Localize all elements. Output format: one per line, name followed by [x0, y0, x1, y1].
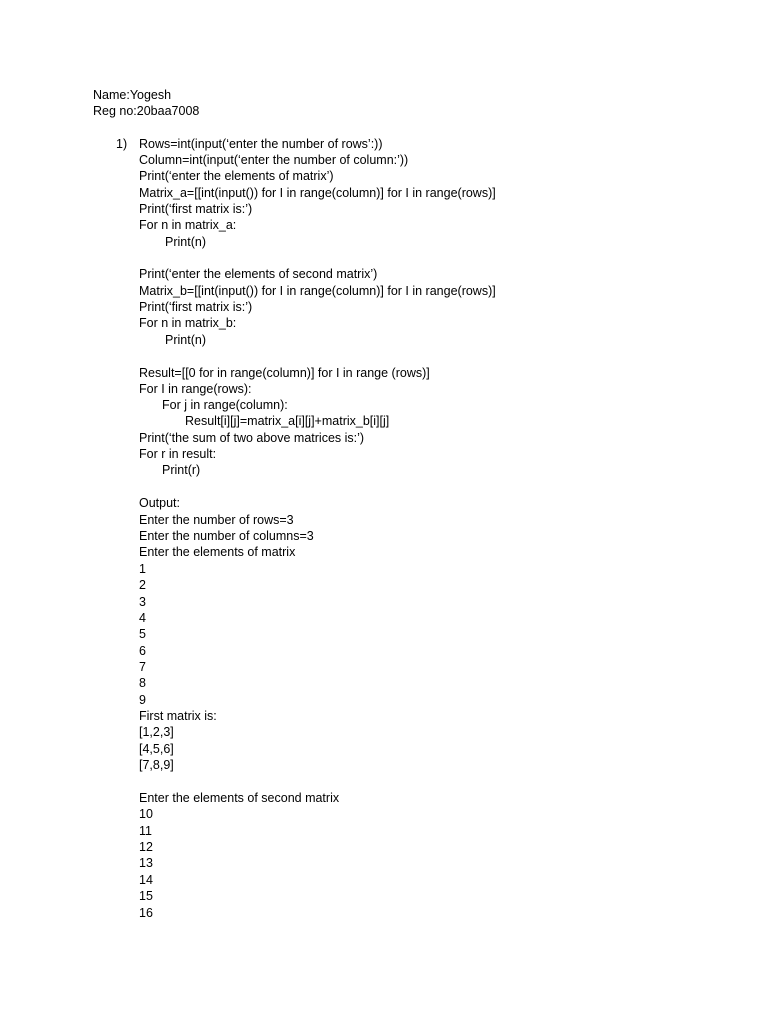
code-line: For j in range(column):	[162, 398, 288, 412]
output-line: First matrix is:	[139, 709, 217, 723]
output-line: Enter the number of columns=3	[139, 529, 314, 543]
code-line: Matrix_a=[[int(input()) for I in range(column)] for I in range(rows)]	[139, 186, 496, 200]
output-line: 8	[139, 676, 146, 690]
question-number: 1)	[116, 137, 128, 151]
output-line: 12	[139, 840, 153, 854]
code-line: Print(n)	[165, 333, 206, 347]
output-line: 9	[139, 693, 146, 707]
output-line: Enter the elements of second matrix	[139, 791, 340, 805]
code-line: For n in matrix_a:	[139, 218, 237, 232]
registration-number: Reg no:20baa7008	[93, 104, 200, 118]
output-label: Output:	[139, 496, 180, 510]
code-line: For I in range(rows):	[139, 382, 252, 396]
code-line: Result[i][j]=matrix_a[i][j]+matrix_b[i][j]	[185, 414, 390, 428]
output-line: 15	[139, 889, 153, 903]
code-line: Rows=int(input(‘enter the number of rows’:))	[139, 137, 383, 151]
code-line: For n in matrix_b:	[139, 316, 237, 330]
output-line: 3	[139, 595, 146, 609]
code-line: Result=[[0 for in range(column)] for I in range (rows)]	[139, 366, 430, 380]
code-line: Matrix_b=[[int(input()) for I in range(column)] for I in range(rows)]	[139, 284, 496, 298]
output-line: Enter the number of rows=3	[139, 513, 294, 527]
output-line: 13	[139, 856, 153, 870]
output-line: [1,2,3]	[139, 725, 174, 739]
output-line: [7,8,9]	[139, 758, 174, 772]
output-line: 1	[139, 562, 146, 576]
output-line: 5	[139, 627, 146, 641]
output-line: 7	[139, 660, 146, 674]
output-line: 2	[139, 578, 146, 592]
output-line: 11	[139, 824, 152, 838]
output-line: 4	[139, 611, 146, 625]
output-line: Enter the elements of matrix	[139, 545, 296, 559]
code-line: Print(‘the sum of two above matrices is:’)	[139, 431, 365, 445]
student-name: Name:Yogesh	[93, 88, 172, 102]
output-line: 6	[139, 644, 146, 658]
code-line: Print(n)	[165, 235, 206, 249]
code-line: Print(‘enter the elements of matrix’)	[139, 169, 334, 183]
code-line: Print(‘first matrix is:’)	[139, 300, 253, 314]
code-line: Print(‘enter the elements of second matrix’)	[139, 267, 378, 281]
code-line: Print(‘first matrix is:’)	[139, 202, 253, 216]
output-line: 16	[139, 906, 153, 920]
output-line: 10	[139, 807, 153, 821]
code-line: Print(r)	[162, 463, 201, 477]
output-line: [4,5,6]	[139, 742, 174, 756]
output-line: 14	[139, 873, 153, 887]
code-line: Column=int(input(‘enter the number of column:’))	[139, 153, 409, 167]
code-line: For r in result:	[139, 447, 217, 461]
